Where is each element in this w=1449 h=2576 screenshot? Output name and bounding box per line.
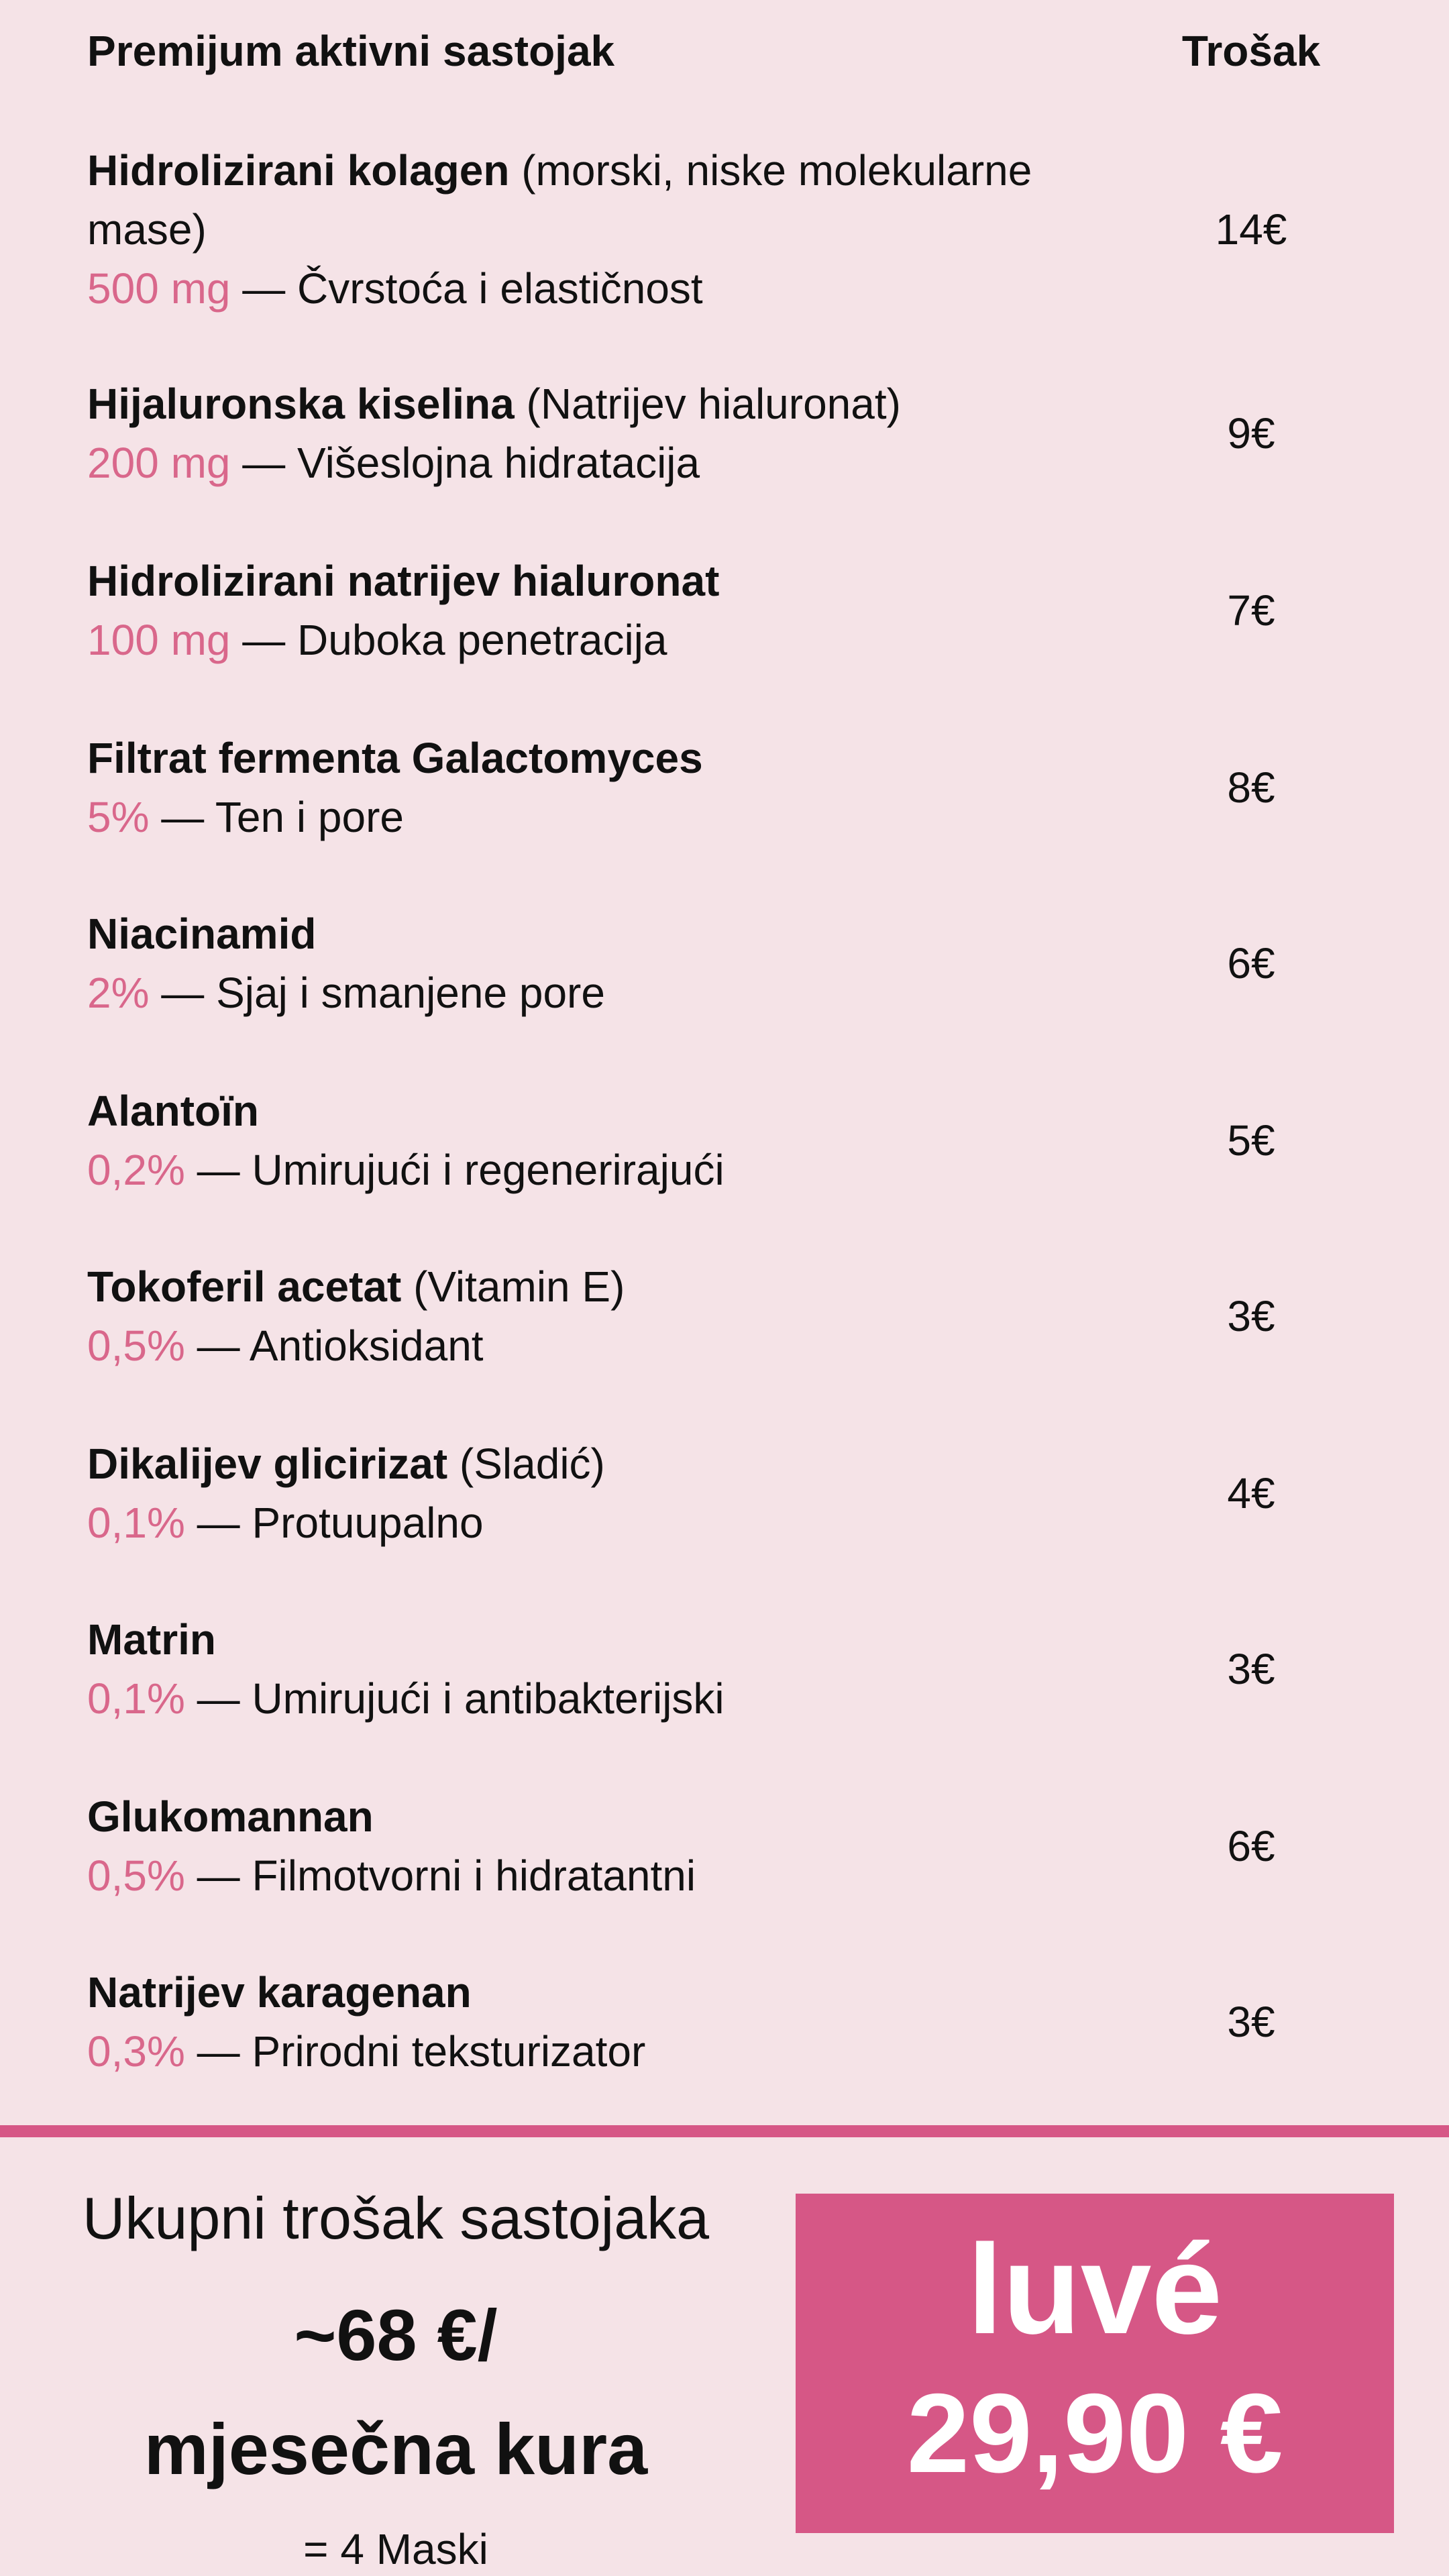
total-cost-summary	[0, 2137, 792, 2576]
ingredient-benefit: — Filmotvorni i hidratantni	[184, 1851, 696, 1900]
ingredient-description	[87, 1434, 1046, 1552]
ingredient-amount: 0,2%	[87, 1146, 185, 1194]
ingredient-cost: 6€	[1227, 1822, 1275, 1870]
table-header	[87, 24, 1342, 85]
ingredient-note: (Vitamin E)	[401, 1263, 625, 1311]
ingredient-description	[87, 551, 1046, 669]
ingredient-description	[87, 1610, 1046, 1728]
ingredient-cost: 14€	[1215, 205, 1287, 254]
ingredient-cost: 6€	[1227, 939, 1275, 987]
ingredient-name: Niacinamid	[87, 910, 317, 958]
ingredient-cost: 3€	[1227, 1292, 1275, 1340]
total-cost-period: mjesečna kura	[144, 2408, 648, 2489]
ingredient-name: Dikalijev glicirizat	[87, 1440, 448, 1488]
ingredient-row	[87, 1963, 1342, 2081]
ingredient-description	[87, 904, 1046, 1022]
brand-price-box	[796, 2194, 1394, 2533]
total-cost-quantity: = 4 Maski	[303, 2525, 488, 2573]
ingredient-description	[87, 729, 1046, 847]
ingredient-benefit: — Antioksidant	[184, 1322, 484, 1370]
ingredient-row	[87, 1434, 1342, 1552]
ingredient-amount: 200 mg	[87, 439, 231, 487]
total-cost-label: Ukupni trošak sastojaka	[82, 2185, 710, 2251]
ingredient-row	[87, 551, 1342, 669]
ingredient-amount: 0,5%	[87, 1322, 185, 1370]
ingredient-description	[87, 1257, 1046, 1375]
ingredient-row	[87, 1787, 1342, 1905]
ingredient-benefit: — Umirujući i antibakterijski	[184, 1674, 724, 1723]
ingredient-benefit: — Čvrstoća i elastičnost	[230, 264, 703, 313]
ingredient-name: Filtrat fermenta Galactomyces	[87, 734, 703, 782]
ingredient-row	[87, 1081, 1342, 1199]
ingredient-amount: 2%	[87, 969, 150, 1017]
brand-name: luvé	[967, 2218, 1223, 2361]
ingredient-amount: 0,1%	[87, 1674, 185, 1723]
ingredient-description	[87, 1963, 1046, 2081]
ingredient-benefit: — Duboka penetracija	[230, 616, 667, 664]
ingredient-description	[87, 1081, 1046, 1199]
ingredient-name: Tokoferil acetat	[87, 1263, 402, 1311]
ingredient-name: Natrijev karagenan	[87, 1968, 472, 2017]
ingredient-cost: 7€	[1227, 586, 1275, 635]
ingredient-row	[87, 374, 1342, 492]
ingredient-cost: 3€	[1227, 1998, 1275, 2046]
ingredient-name: Glukomannan	[87, 1792, 374, 1841]
ingredient-amount: 0,5%	[87, 1851, 185, 1900]
ingredient-note: (Sladić)	[447, 1440, 605, 1488]
ingredient-amount: 100 mg	[87, 616, 231, 664]
ingredient-cost: 4€	[1227, 1469, 1275, 1517]
ingredient-description	[87, 374, 1046, 492]
ingredient-amount: 500 mg	[87, 264, 231, 313]
ingredient-name: Hidrolizirani natrijev hialuronat	[87, 557, 720, 605]
ingredient-name: Matrin	[87, 1615, 216, 1664]
ingredient-description	[87, 141, 1046, 318]
ingredient-name: Hidrolizirani kolagen	[87, 146, 510, 195]
ingredient-row	[87, 729, 1342, 847]
ingredient-amount: 5%	[87, 793, 150, 841]
cost-column-header: Trošak	[1181, 27, 1321, 75]
ingredient-cost: 8€	[1227, 763, 1275, 812]
ingredient-note: (morski, niske molekularne mase)	[87, 146, 1032, 254]
ingredient-column-header: Premijum aktivni sastojak	[87, 27, 615, 75]
ingredient-note: (Natrijev hialuronat)	[514, 380, 901, 428]
ingredient-benefit: — Protuupalno	[184, 1499, 484, 1547]
ingredient-cost: 3€	[1227, 1645, 1275, 1693]
ingredient-benefit: — Prirodni teksturizator	[184, 2027, 646, 2076]
brand-price: 29,90 €	[906, 2370, 1283, 2496]
ingredient-benefit: — Sjaj i smanjene pore	[149, 969, 605, 1017]
ingredient-row	[87, 141, 1342, 318]
ingredient-row	[87, 1610, 1342, 1728]
section-divider	[0, 2125, 1449, 2137]
total-cost-value: ~68 €/	[294, 2294, 498, 2375]
ingredient-row	[87, 904, 1342, 1022]
ingredient-name: Hijaluronska kiselina	[87, 380, 515, 428]
ingredient-cost: 9€	[1227, 409, 1275, 458]
ingredient-name: Alantoïn	[87, 1087, 259, 1135]
ingredient-amount: 0,3%	[87, 2027, 185, 2076]
ingredient-benefit: — Ten i pore	[149, 793, 404, 841]
ingredient-benefit: — Umirujući i regenerirajući	[184, 1146, 724, 1194]
ingredient-amount: 0,1%	[87, 1499, 185, 1547]
ingredient-benefit: — Višeslojna hidratacija	[230, 439, 700, 487]
ingredient-description	[87, 1787, 1046, 1905]
ingredient-cost: 5€	[1227, 1116, 1275, 1165]
ingredient-row	[87, 1257, 1342, 1375]
